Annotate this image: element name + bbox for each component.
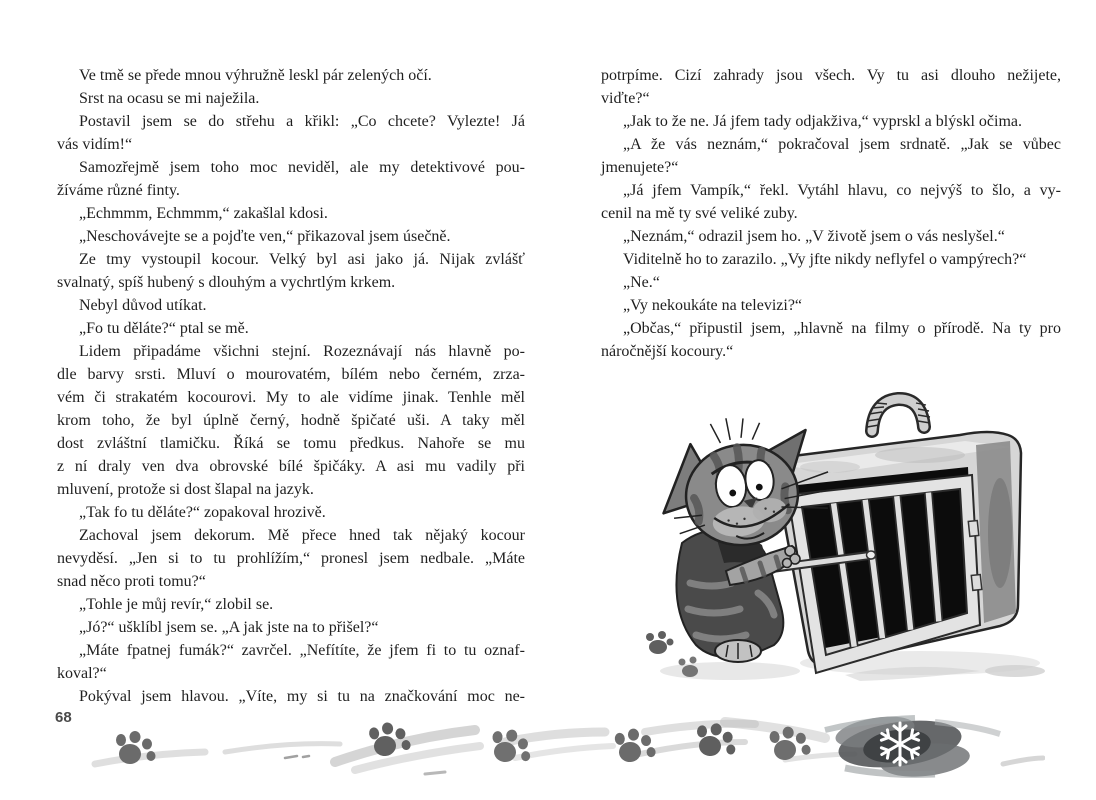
text-line: krom toho, že byl úplně černý, hodně špičaté uši. A taky měl	[57, 412, 525, 429]
cat-carrier-illustration	[620, 383, 1050, 688]
text-line: „Tak fo tu děláte?“ zopakoval hrozivě.	[79, 504, 326, 521]
text-line: Zachoval jsem dekorum. Mě přece hned tak nějaký kocour	[79, 527, 525, 544]
text-line: vás vidím!“	[57, 136, 133, 153]
text-line: „Neschovávejte se a pojďte ven,“ přikazoval jsem úsečně.	[79, 228, 451, 245]
text-line: koval?“	[57, 665, 107, 682]
page-right-text	[601, 64, 1061, 363]
pet-carrier	[768, 399, 1021, 673]
text-line: snad něco proti tomu?“	[57, 573, 206, 590]
text-line: Pokýval jsem hlavou. „Víte, my si tu na značkování moc ne-	[79, 688, 525, 705]
text-line: Srst na ocasu se mi naježila.	[79, 90, 260, 107]
page-number: 68	[55, 709, 72, 726]
text-line: „Máte fpatnej fumák?“ zavrčel. „Nefítíte, že jfem fi to tu oznaf-	[79, 642, 525, 659]
carrier-handle	[867, 399, 930, 431]
paw-prints-decoration	[85, 702, 1045, 797]
text-line: potrpíme. Cizí zahrady jsou všech. Vy tu asi dlouho nežijete,	[601, 67, 1061, 84]
text-line: Samozřejmě jsem toho moc neviděl, ale my detektivové pou-	[79, 159, 525, 176]
text-line: mluvení, protože si dost šlapal na jazyk.	[57, 481, 314, 498]
text-line: „Tohle je můj revír,“ zlobil se.	[79, 596, 274, 613]
text-line: náročnější kocoury.“	[601, 343, 734, 360]
text-line: „Jó?“ ušklíbl jsem se. „A jak jste na to přišel?“	[79, 619, 379, 636]
text-line: „Vy nekoukáte na televizi?“	[623, 297, 803, 314]
text-line: vém či strakatém kocourovi. My to ale vidíme jinak. Tenhle měl	[57, 389, 525, 406]
text-line: z ní draly ven dva obrovské bílé špičáky. A asi mu vadily při	[57, 458, 525, 475]
text-line: Viditelně ho to zarazilo. „Vy jfte nikdy neflyfel o vampýrech?“	[623, 251, 1027, 268]
snowflake-blob	[825, 711, 1000, 780]
text-line: „Jak to že ne. Já jfem tady odjakživa,“ vyprskl a blýskl očima.	[623, 113, 1022, 130]
text-line: Nebyl důvod utíkat.	[79, 297, 207, 314]
text-line: „Echmmm, Echmmm,“ zakašlal kdosi.	[79, 205, 328, 222]
text-line: dle barvy srsti. Mluví o mourovatém, bílém nebo černém, zrza-	[57, 366, 525, 383]
text-line: „Já jfem Vampík,“ řekl. Vytáhl hlavu, co nejvýš to šlo, a vy-	[623, 182, 1061, 199]
text-line: Lidem připadáme všichni stejní. Rozeznávají nás hlavně po-	[79, 343, 525, 360]
text-line: dost zvláštní tlamičku. Říká se tomu předkus. Nahoře se mu	[57, 435, 525, 452]
text-line: viďte?“	[601, 90, 650, 107]
text-line: jmenujete?“	[601, 159, 679, 176]
text-line: „Občas,“ připustil jsem, „hlavně na filmy o přírodě. Na ty pro	[623, 320, 1061, 337]
page-left-text	[57, 64, 525, 708]
text-line: „Ne.“	[623, 274, 660, 291]
text-line: „Fo tu děláte?“ ptal se mě.	[79, 320, 249, 337]
text-line: cenil na mě ty své veliké zuby.	[601, 205, 798, 222]
text-line: žíváme různé finty.	[57, 182, 180, 199]
text-line: nevyděsí. „Jen si to tu prohlížím,“ pronesl jsem nedbale. „Máte	[57, 550, 525, 567]
text-line: Ze tmy vystoupil kocour. Velký byl asi jako já. Nijak zvlášť	[79, 251, 525, 268]
text-line: svalnatý, spíš hubený s dlouhým a vychrtlým krkem.	[57, 274, 396, 291]
text-line: „Neznám,“ odrazil jsem ho. „V životě jsem o vás neslyšel.“	[623, 228, 1005, 245]
text-line: „A že vás neznám,“ pokračoval jsem srdnatě. „Jak se vůbec	[623, 136, 1061, 153]
text-line: Ve tmě se přede mnou výhružně leskl pár zelených očí.	[79, 67, 432, 84]
text-line: Postavil jsem se do střehu a křikl: „Co chcete? Vylezte! Já	[79, 113, 525, 130]
